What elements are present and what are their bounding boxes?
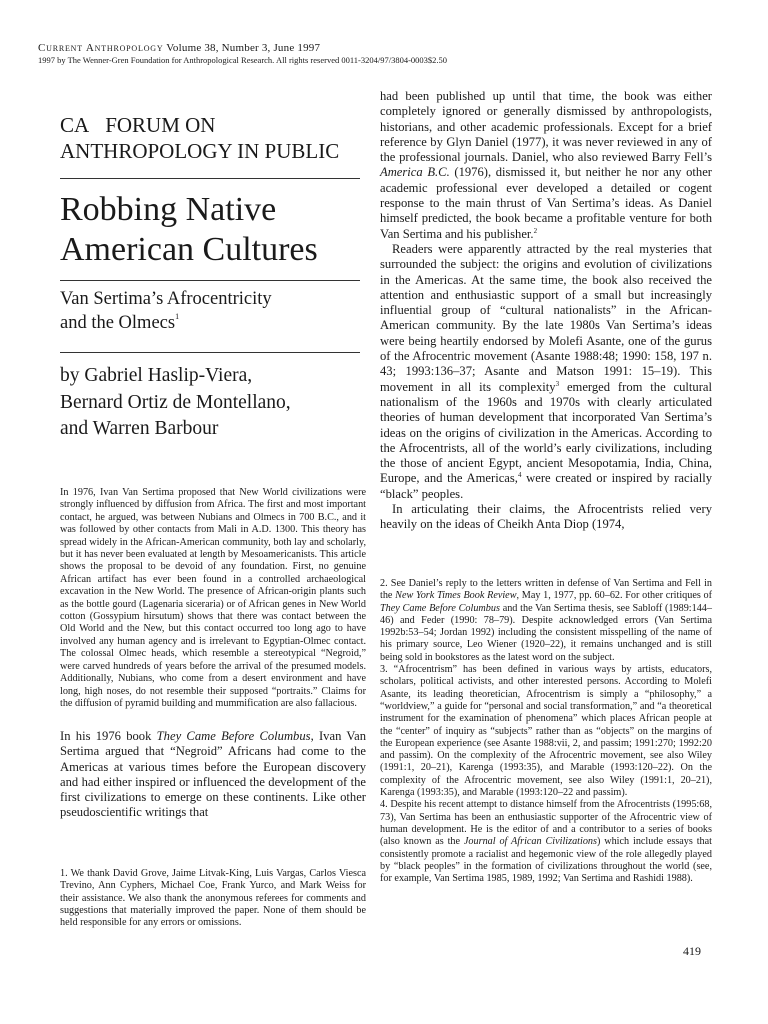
abstract-text: In 1976, Ivan Van Sertima proposed that New World civilizations were strongly influenced by diffusion from Africa. The first and most important contact, he argued, was between Nubians and Olmecs in 700 B.C., and it was followed by other contacts from Mali in A.D. 1300. This theory has spread widely in the African-American community, both lay and scholarly, but it has never been evaluated at length by Mesoamericanists. This article shows the proposal to be devoid of any foundation. First, no genuine African artifact has ever been found in a controlled archaeological excavation in the New World. The presence of African-origin plants such as the bottle gourd (Lagenaria siceraria) or of African genes in New World cotton (Gossypium hirsutum) shows that there was contact between the Old World and the New, but this contact occurred too long ago to have involved any human agency and is irrelevant to Egyptian-Olmec contact. The colossal Olmec heads, which resemble a stereotypical “Negroid,” were carved hundreds of years before the arrival of the presumed models. Additionally, Nubians, who come from a desert environment and have long, high noses, do not resemble their supposed “portraits.” Claims for the diffusion of pyramid building and mummification are also fallacious.	[60, 487, 366, 709]
forum-ca: CA	[60, 113, 90, 137]
footnotes-right	[380, 578, 712, 885]
body-right-paragraph-3: In articulating their claims, the Afrocentrists relied very heavily on the ideas of Cheikh Anta Diop (1974,	[380, 502, 712, 532]
footnote-mark-4: 4	[517, 471, 522, 480]
journal-name: Current Anthropology	[38, 42, 164, 54]
footnote-4	[380, 799, 712, 885]
forum-line2: ANTHROPOLOGY IN PUBLIC	[60, 139, 340, 163]
fn4-part-b: ) which include essays that consistently promote a racialist and hegemonic view of the role allegedly played by “black peoples” in the formation of civilizations throughout the world (see, for example, Van Sertima 1985, 1989, 1992; Van Sertima and Rashidi 1988).	[380, 836, 712, 885]
fn2-part-a: 2. See Daniel’s reply to the letters written in defense of Van Sertima and Fell in the	[380, 578, 712, 602]
subtitle-line1: Van Sertima’s Afrocentricity	[60, 289, 272, 309]
fn2-italic-2: They Came Before Columbus	[380, 602, 500, 614]
p1-part-a: had been published up until that time, the book was either completely ignored or generally dismissed by anthropologists, historians, and other academic professionals. Except for a brief reference by Glyn Daniel (1977), it was never reviewed in any of the professional journals. Daniel, who also reviewed Barry Fell’s	[380, 89, 712, 165]
journal-header	[38, 42, 320, 54]
book-title: They Came Before Columbus	[156, 729, 311, 743]
p2-part-a: Readers were apparently attracted by the real mysteries that surrounded the subject: the origins and evolution of civilizations in the Americas. At the same time, the book also received the attention and enthusiastic support of a small but increasingly influential group of “cultural nationalists” in the African-American community. By the late 1980s Van Sertima’s ideas were being heartily endorsed by Molefi Asante, one of the gurus of the Afrocentric movement (Asante 1988:48; 1990: 158, 197 n. 43; 1993:136–37; Asante and Matson 1991: 15–19). This movement in all its complexity	[380, 241, 712, 394]
footnote-mark-2: 2	[533, 226, 538, 235]
page-number: 419	[683, 944, 701, 958]
title-line1: Robbing Native	[60, 191, 277, 228]
footnote-3: 3. “Afrocentrism” has been defined in various ways by artists, educators, scholars, political activists, and other interested persons. According to Molefi Asante, its leading theoretician, Afrocentrism is simply a “philosophy,” a “worldview,” a guide for “personal and social transformation,” and “a theoretical instrument for the examination of phenomena” which places African people at the “center” of inquiry as “subjects” rather than as “objects” on the margins of the European experience (see Asante 1988:vii, 2, and passim; 1991:270; 1992:20 and passim). On the complexity of the Afrocentric movement, see also Wiley (1991:1, 20–21), Karenga (1993:35), and Marable (1993:120–22). On the complexity of the Afrocentric movement, see also Wiley (1991:1, 20–21), Karenga (1993:35), and Marable (1993:120–22 and passim).	[380, 664, 712, 799]
body-right-paragraph-2	[380, 242, 712, 502]
article-subtitle	[60, 287, 360, 335]
fn4-part-a: 4. Despite his recent attempt to distance himself from the Afrocentrists (1995:68, 73), Van Sertima has been an enthusiastic supporter of the Afrocentric view of human development. He is the editor of and a contributor to a series of books (also known as the	[380, 799, 712, 848]
fn2-italic-1: New York Times Book Review	[395, 590, 517, 602]
body-text-left	[60, 729, 366, 821]
divider-1	[60, 178, 360, 179]
authors-line2: Bernard Ortiz de Montellano,	[60, 391, 291, 413]
forum-heading	[60, 112, 360, 164]
forum-line1: FORUM ON	[105, 113, 216, 137]
fn2-part-b: , May 1, 1977, pp. 60–62. For other critiques of	[516, 590, 713, 602]
p1-book-title: America B.C.	[380, 165, 450, 180]
body-left-lead: In his 1976 book	[60, 729, 157, 743]
article-title	[60, 190, 360, 270]
subtitle-footnote-mark: 1	[175, 312, 180, 321]
title-line2: American Cultures	[60, 231, 318, 268]
authors-line1: by Gabriel Haslip-Viera,	[60, 365, 253, 386]
subtitle-line2: and the Olmecs	[60, 313, 176, 333]
abstract	[60, 487, 366, 710]
footnote-mark-3: 3	[555, 379, 560, 388]
footnote-1-text: 1. We thank David Grove, Jaime Litvak-King, Luis Vargas, Carlos Viesca Trevino, Ann Cyphers, Michael Coe, Frank Yurco, and Mark Weiss for their assistance. We also thank the anonymous referees for comments and suggestions that materially improved the paper. None of them should be held responsible for any errors or omissions.	[60, 868, 366, 929]
body-right-paragraph-1	[380, 89, 712, 242]
footnote-1	[60, 868, 366, 929]
body-left-rest: , Ivan Van Sertima argued that “Negroid” Africans had come to the Americas at various times before the European discovery and had either inspired or influenced the development of the first civilizations to emerge on these continents. Like other pseudoscientific writings that	[60, 729, 366, 820]
author-list	[60, 363, 360, 443]
divider-3	[60, 352, 360, 353]
p1-part-b: (1976), dismissed it, but neither he nor any other academic professional ever developed a detailed or cogent response to the main thrust of Van Sertima’s ideas. As Daniel himself predicted, the book became a profitable venture for both Van Sertima and his publisher.	[380, 165, 712, 241]
body-text-right	[380, 89, 712, 533]
journal-issue: Volume 38, Number 3, June 1997	[163, 42, 321, 54]
body-left-paragraph	[60, 729, 366, 821]
p2-part-c: were created or inspired by racially “black” peoples.	[380, 471, 712, 501]
p2-part-b: emerged from the cultural nationalism of the 1960s and 1970s with clearly articulated theories of human development that incorporated Van Sertima’s ideas on the origins of civilization in the Americas. According to the Afrocentrists, all of the world’s early civilizations, including the those of ancient Egypt, ancient Mesopotamia, India, China, Europe, and the Americas,	[380, 379, 712, 486]
authors-line3: and Warren Barbour	[60, 418, 219, 439]
divider-2	[60, 280, 360, 281]
fn2-part-c: and the Van Sertima thesis, see Sabloff (1989:144–46) and Feder (1990: 78–79). Despite acknowledged errors (Van Sertima 1992b:53–54; Jordan 1992) including the consistent misspelling of the name of his primary source, Leo Wiener (1920–22), it remains unchanged and is still being sold in bookstores as the latest word on the subject.	[380, 602, 712, 663]
footnote-2	[380, 578, 712, 664]
fn4-italic: Journal of African Civilizations	[463, 836, 597, 848]
copyright-line: 1997 by The Wenner-Gren Foundation for Anthropological Research. All rights reserved 0011-3204/97/3804-0003$2.50	[38, 55, 448, 65]
